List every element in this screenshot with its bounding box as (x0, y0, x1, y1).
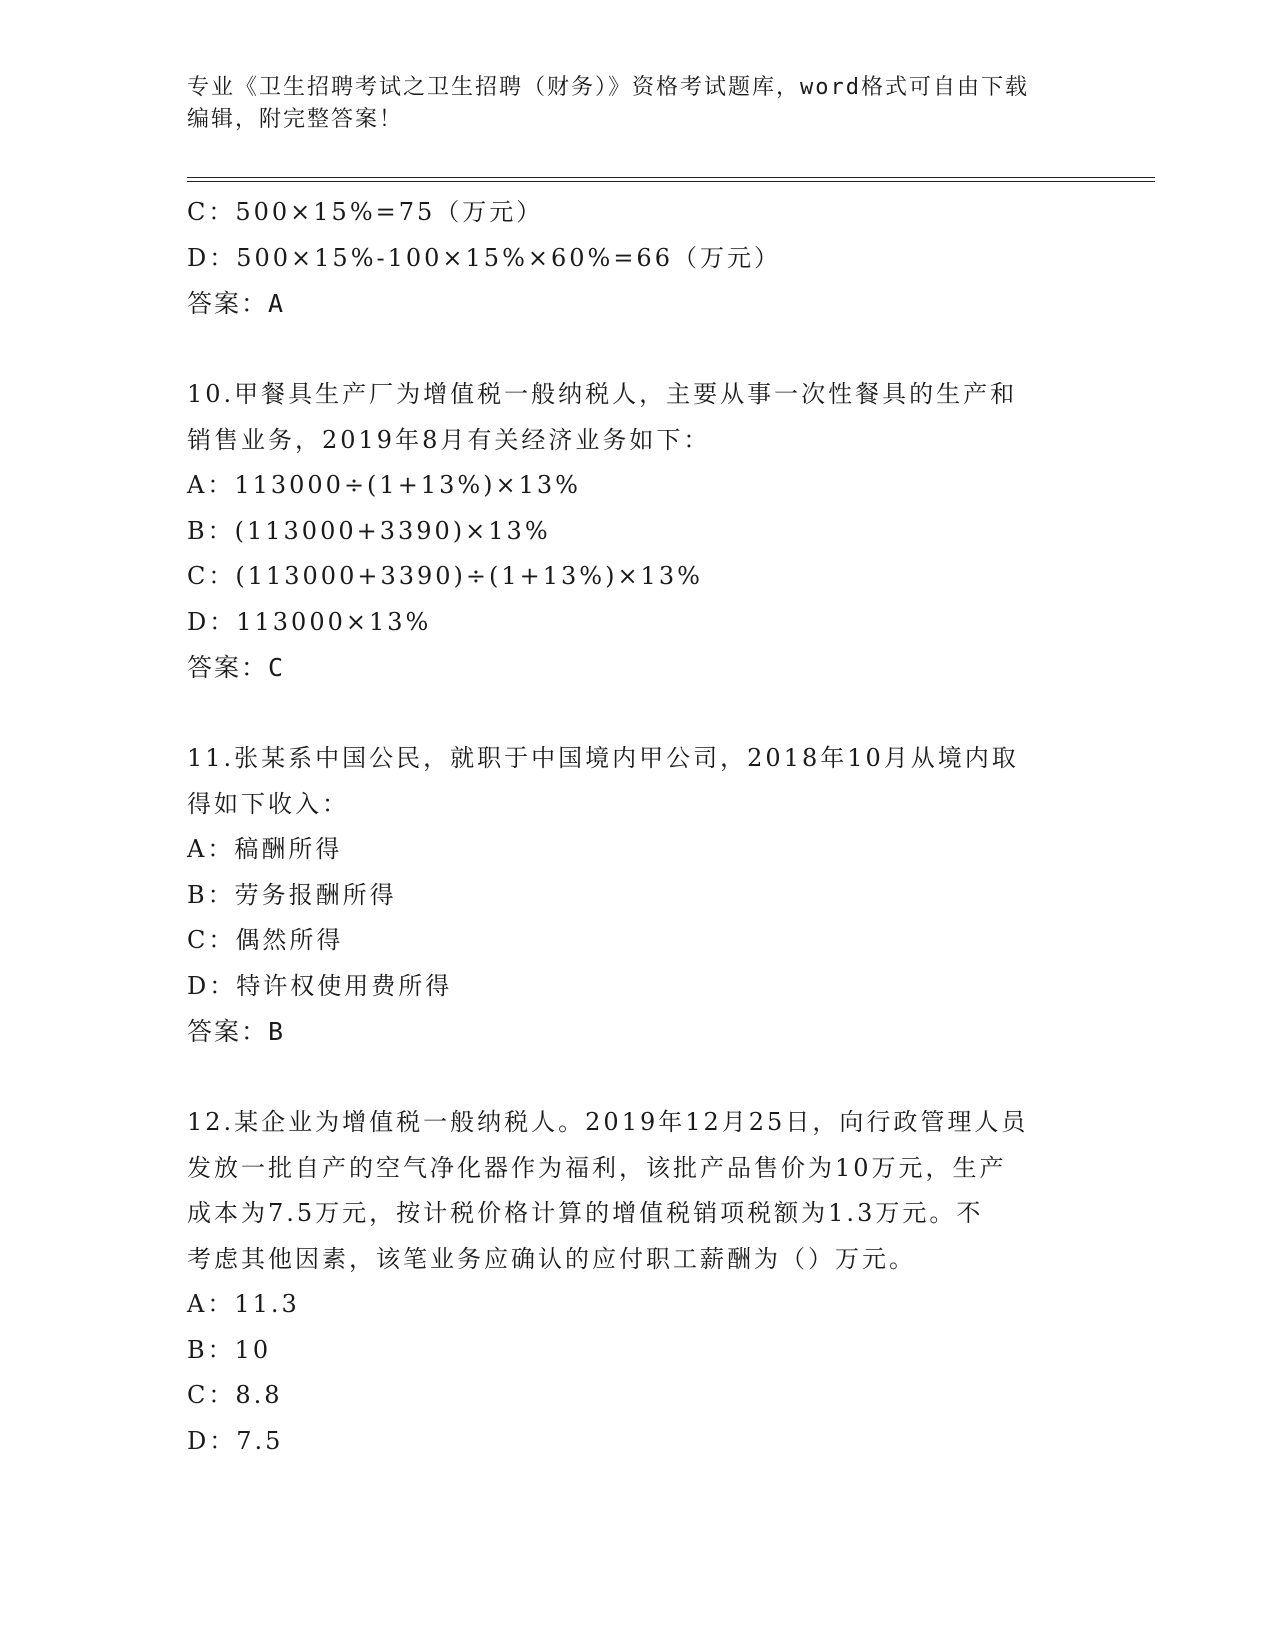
q10-stem-line-2: 销售业务，2019年8月有关经济业务如下： (187, 425, 711, 454)
question-content (187, 190, 1087, 1464)
q11-stem-line-2: 得如下收入： (187, 789, 349, 818)
q11-stem-line-1: 11.张某系中国公民，就职于中国境内甲公司，2018年10月从境内取 (187, 744, 1019, 772)
q12-stem-line-2: 发放一批自产的空气净化器作为福利，该批产品售价为10万元，生产 (187, 1153, 1007, 1182)
q11-answer: 答案：B (187, 1017, 286, 1046)
spacer (187, 691, 1087, 737)
page-header (187, 72, 1087, 136)
spacer (187, 1055, 1087, 1101)
q11-option-d: D：特许权使用费所得 (187, 971, 453, 1000)
q12-option-d: D：7.5 (187, 1426, 284, 1455)
header-divider (187, 177, 1155, 182)
q10-option-b: B：(113000+3390)×13% (187, 516, 551, 545)
q12-stem-line-4: 考虑其他因素，该笔业务应确认的应付职工薪酬为（）万元。 (187, 1244, 916, 1273)
header-line-2: 编辑，附完整答案！ (187, 107, 404, 132)
q10-option-d: D：113000×13% (187, 607, 432, 636)
q12-option-a: A：11.3 (187, 1290, 300, 1318)
q11-option-a: A：稿酬所得 (187, 835, 343, 863)
prev-option-c: C：500×15%=75（万元） (187, 198, 544, 226)
prev-answer: 答案：A (187, 289, 286, 318)
q12-option-c: C：8.8 (187, 1381, 283, 1409)
prev-option-d: D：500×15%-100×15%×60%=66（万元） (187, 243, 781, 272)
q10-option-a: A：113000÷(1+13%)×13% (187, 471, 581, 499)
q12-stem-line-1: 12.某企业为增值税一般纳税人。2019年12月25日，向行政管理人员 (187, 1108, 1029, 1136)
q12-option-b: B：10 (187, 1335, 272, 1364)
q11-option-c: C：偶然所得 (187, 926, 344, 954)
q11-option-b: B：劳务报酬所得 (187, 880, 397, 909)
q10-option-c: C：(113000+3390)÷(1+13%)×13% (187, 562, 703, 590)
q10-stem-line-1: 10.甲餐具生产厂为增值税一般纳税人，主要从事一次性餐具的生产和 (187, 380, 1018, 408)
header-line-1: 专业《卫生招聘考试之卫生招聘（财务）》资格考试题库，word格式可自由下载 (187, 75, 1029, 100)
q10-answer: 答案：C (187, 653, 286, 682)
q12-stem-line-3: 成本为7.5万元，按计税价格计算的增值税销项税额为1.3万元。不 (187, 1199, 984, 1227)
spacer (187, 327, 1087, 373)
